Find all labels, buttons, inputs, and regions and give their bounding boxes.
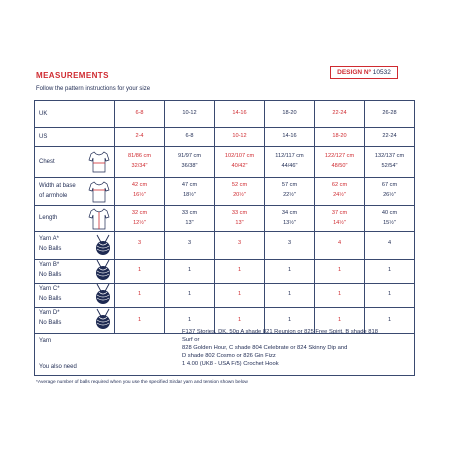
yarn-a-balls: 3 bbox=[137, 240, 142, 246]
length-cm: 37 cm bbox=[331, 210, 348, 216]
footnote: *Average number of balls required when you use the specified Sirdar yarn and tension shown below bbox=[36, 380, 248, 385]
yarn-b-balls: 1 bbox=[337, 267, 342, 273]
width-cm: 67 cm bbox=[381, 182, 398, 188]
length-in: 13½" bbox=[283, 220, 296, 226]
chest-cm: 81/86 cm bbox=[127, 153, 151, 159]
width-cm: 57 cm bbox=[281, 182, 298, 188]
length-cm: 34 cm bbox=[281, 210, 298, 216]
yarn-a-balls: 3 bbox=[287, 240, 292, 246]
yarn-b-balls: 1 bbox=[387, 267, 392, 273]
yarn-a-balls: 3 bbox=[237, 240, 242, 246]
row-divider bbox=[35, 177, 414, 178]
row-label-width-2: of armhole bbox=[39, 193, 68, 199]
length-cm: 32 cm bbox=[131, 210, 148, 216]
yarn-d-balls: 1 bbox=[187, 317, 192, 323]
row-label-uk: UK bbox=[39, 111, 48, 117]
sweater-outline-icon bbox=[87, 207, 111, 231]
yarn-d-balls: 1 bbox=[337, 317, 342, 323]
width-cm: 52 cm bbox=[231, 182, 248, 188]
uk-size: 22-24 bbox=[332, 110, 347, 116]
length-cm: 33 cm bbox=[181, 210, 198, 216]
row-label-also-need: You also need bbox=[39, 364, 77, 370]
row-divider bbox=[35, 205, 414, 206]
width-in: 18½" bbox=[183, 192, 196, 198]
yarn-d-balls: 1 bbox=[237, 317, 242, 323]
uk-size: 10-12 bbox=[182, 110, 197, 116]
row-label-no-balls: No Balls bbox=[39, 272, 62, 278]
yarn-b-balls: 1 bbox=[187, 267, 192, 273]
chest-in: 32/34" bbox=[131, 163, 148, 169]
yarn-b-balls: 1 bbox=[287, 267, 292, 273]
instruction-text: Follow the pattern instructions for your size bbox=[36, 86, 151, 92]
yarn-c-balls: 1 bbox=[237, 291, 242, 297]
row-label-no-balls: No Balls bbox=[39, 320, 62, 326]
row-divider bbox=[35, 146, 414, 147]
row-divider bbox=[35, 127, 414, 128]
yarn-info bbox=[182, 329, 378, 369]
length-in: 15½" bbox=[383, 220, 396, 226]
us-size: 14-16 bbox=[282, 133, 297, 139]
width-in: 16½" bbox=[133, 192, 146, 198]
yarn-ball-with-needles-icon bbox=[93, 259, 113, 281]
design-number: 10532 bbox=[372, 69, 391, 76]
section-title: MEASUREMENTS bbox=[36, 71, 109, 80]
uk-size: 26-28 bbox=[382, 110, 397, 116]
chest-cm: 112/117 cm bbox=[275, 153, 304, 159]
row-label-yarn-a: Yarn A* bbox=[39, 236, 59, 242]
row-divider bbox=[35, 231, 414, 232]
design-label: DESIGN Nº bbox=[337, 69, 371, 76]
row-label-yarn-b: Yarn B* bbox=[39, 262, 60, 268]
length-cm: 33 cm bbox=[231, 210, 248, 216]
width-in: 20½" bbox=[233, 192, 246, 198]
sweater-outline-icon bbox=[87, 150, 111, 174]
chest-in: 44/46" bbox=[281, 163, 298, 169]
chest-cm: 132/137 cm bbox=[374, 153, 405, 159]
hook-info: 1 4.00 (UK8 - USA F/5) Crochet Hook bbox=[182, 360, 279, 367]
yarn-c-balls: 1 bbox=[387, 291, 392, 297]
uk-size: 18-20 bbox=[282, 110, 297, 116]
chest-cm: 102/107 cm bbox=[224, 153, 255, 159]
width-cm: 42 cm bbox=[131, 182, 148, 188]
length-cm: 40 cm bbox=[381, 210, 398, 216]
yarn-c-balls: 1 bbox=[137, 291, 142, 297]
length-in: 14½" bbox=[333, 220, 346, 226]
chest-in: 40/42" bbox=[231, 163, 248, 169]
yarn-info-line: 828 Golden Hour, C shade 804 Celebrate or 824 Skinny Dip and bbox=[182, 344, 348, 351]
us-size: 22-24 bbox=[382, 133, 397, 139]
yarn-d-balls: 1 bbox=[387, 317, 392, 323]
row-label-yarn-c: Yarn C* bbox=[39, 286, 60, 292]
width-in: 26½" bbox=[383, 192, 396, 198]
yarn-b-balls: 1 bbox=[137, 267, 142, 273]
row-label-chest: Chest bbox=[39, 159, 55, 165]
row-label-yarn-d: Yarn D* bbox=[39, 310, 60, 316]
length-in: 12½" bbox=[133, 220, 146, 226]
yarn-d-balls: 1 bbox=[137, 317, 142, 323]
sweater-outline-icon bbox=[87, 180, 111, 204]
width-in: 24½" bbox=[333, 192, 346, 198]
yarn-c-balls: 1 bbox=[337, 291, 342, 297]
chest-in: 36/38" bbox=[181, 163, 198, 169]
design-number-box bbox=[330, 66, 398, 79]
chest-in: 52/54" bbox=[381, 163, 398, 169]
us-size: 10-12 bbox=[232, 133, 247, 139]
yarn-c-balls: 1 bbox=[287, 291, 292, 297]
row-label-no-balls: No Balls bbox=[39, 246, 62, 252]
yarn-info-line: F137 Stories, DK, 50g A shade 821 Reunion or 825 Free Spirit, B shade 818 Surf or bbox=[182, 329, 378, 343]
width-cm: 47 cm bbox=[181, 182, 198, 188]
yarn-a-balls: 3 bbox=[187, 240, 192, 246]
length-in: 13" bbox=[185, 220, 194, 226]
yarn-b-balls: 1 bbox=[237, 267, 242, 273]
yarn-ball-with-needles-icon bbox=[93, 234, 113, 256]
row-divider bbox=[35, 307, 414, 308]
yarn-info-line: D shade 802 Cosmo or 826 Gin Fizz bbox=[182, 352, 276, 359]
yarn-a-balls: 4 bbox=[387, 240, 392, 246]
chest-cm: 122/127 cm bbox=[324, 153, 355, 159]
yarn-a-balls: 4 bbox=[337, 240, 342, 246]
row-label-yarn: Yarn bbox=[39, 338, 52, 344]
row-divider bbox=[35, 283, 414, 284]
yarn-ball-with-needles-icon bbox=[93, 283, 113, 305]
chest-cm: 91/97 cm bbox=[177, 153, 201, 159]
us-size: 2-4 bbox=[135, 133, 144, 139]
width-cm: 62 cm bbox=[331, 182, 348, 188]
yarn-ball-with-needles-icon bbox=[93, 308, 113, 330]
row-label-us: US bbox=[39, 134, 48, 140]
us-size: 6-8 bbox=[185, 133, 194, 139]
uk-size: 14-16 bbox=[232, 110, 247, 116]
width-in: 22½" bbox=[283, 192, 296, 198]
uk-size: 6-8 bbox=[135, 110, 144, 116]
row-divider bbox=[35, 259, 414, 260]
yarn-c-balls: 1 bbox=[187, 291, 192, 297]
yarn-d-balls: 1 bbox=[287, 317, 292, 323]
us-size: 18-20 bbox=[332, 133, 347, 139]
row-label-no-balls: No Balls bbox=[39, 296, 62, 302]
length-in: 13" bbox=[235, 220, 244, 226]
row-label-length: Length bbox=[39, 215, 58, 221]
row-label-width-1: Width at base bbox=[39, 183, 76, 189]
chest-in: 48/50" bbox=[331, 163, 348, 169]
